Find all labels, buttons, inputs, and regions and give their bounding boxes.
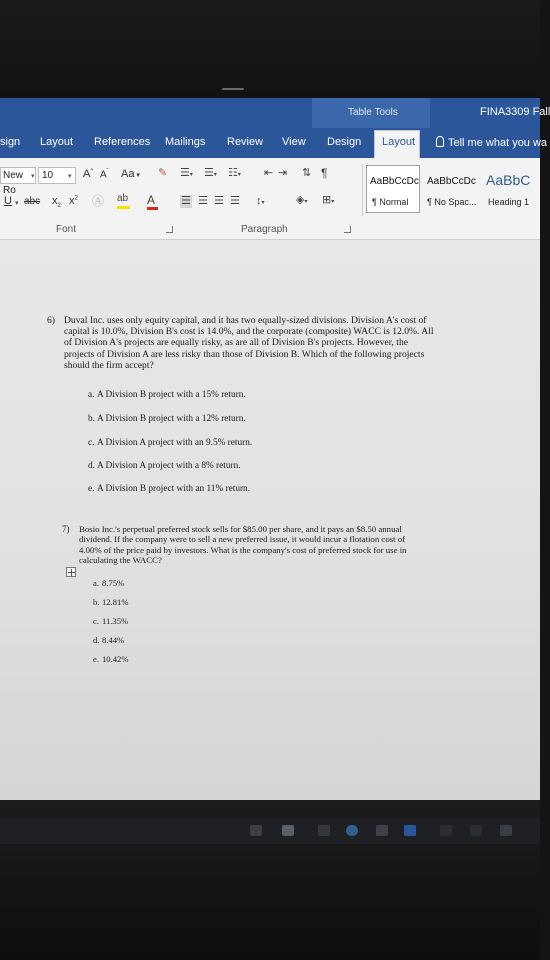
text-effects-icon[interactable]: Ⓐ [92,194,105,208]
option-text: 10.42% [102,654,129,664]
tab-layout[interactable]: Layout [40,136,74,148]
bullets-icon[interactable]: ☰▾ [180,167,193,179]
question-7-line: 4.00% of the price paid by investors. What is the company's cost of preferred stock for use in [79,544,407,555]
question-7-option-d [93,635,124,645]
title-bar [0,98,540,128]
taskbar-app-icon[interactable] [282,825,294,836]
subscript-label: x [52,195,58,207]
tab-mailings[interactable]: Mailings [165,136,206,148]
font-color-icon[interactable]: A [147,194,155,206]
style-normal-sample: AaBbCcDc [370,176,419,187]
question-7-option-b [93,597,129,607]
taskbar-word-icon[interactable] [404,825,416,836]
question-6-line: Duval Inc. uses only equity capital, and it has two equally-sized divisions. Division A's cost of [64,315,427,326]
font-name-box[interactable]: New Ro [0,167,36,184]
multilevel-list-icon[interactable]: ☷▾ [228,167,241,179]
numbering-icon[interactable]: ☰▾ [204,167,217,179]
tab-table-layout[interactable]: Layout [382,136,416,148]
tab-references[interactable]: References [94,136,151,148]
question-7-line: dividend. If the company were to sell a new preferred issue, it would incur a flotation cost of [79,534,406,545]
question-6-option-e [88,484,250,494]
option-letter: c. [93,616,99,626]
option-text: 11.35% [102,616,129,626]
strikethrough-button[interactable]: abc [24,196,41,207]
change-case-label: Aa [121,168,135,180]
question-6-line: of Division A's projects are equally risky, as are all of Division B's projects. However, the [64,337,409,349]
lightbulb-icon [436,136,444,147]
shrink-font-button[interactable]: $A^ˇ$ [100,169,109,181]
tell-me-text: Tell me what you wa [448,137,548,149]
line-spacing-icon[interactable]: ↕▾ [256,195,265,207]
question-6-option-a [88,390,246,400]
shading-icon[interactable]: ◈▾ [296,194,308,206]
tell-me-box[interactable] [436,136,547,149]
tab-review[interactable]: Review [227,136,264,148]
option-letter: a. [88,390,95,400]
question-6-option-c [88,438,252,448]
clear-formatting-icon[interactable]: ✎ [158,167,168,179]
underline-button[interactable]: U [4,195,12,207]
align-center-icon[interactable]: ☰ [198,195,208,207]
superscript-button[interactable]: $x^2$ [69,195,78,207]
taskbar-app-icon[interactable] [470,825,482,836]
option-letter: b. [88,414,95,424]
font-size-dropdown-icon[interactable]: ▾ [68,173,72,180]
taskbar-app-icon[interactable] [440,825,452,836]
question-7-option-a [93,578,124,588]
question-7-line: calculating the WACC? [79,555,162,566]
superscript-label: x [69,195,75,207]
table-tools-label: Table Tools [348,107,398,118]
sort-icon[interactable]: ⇅ [302,167,312,179]
decrease-indent-icon[interactable]: ⇤ [264,167,274,179]
justify-icon[interactable]: ☰ [230,195,240,207]
option-text: 8.75% [102,578,125,588]
question-6-text [64,315,504,371]
increase-indent-icon[interactable]: ⇥ [278,167,288,179]
font-group-label: Font [56,224,77,235]
paragraph-dialog-launcher-icon[interactable] [344,226,351,233]
font-size-box[interactable]: 10 [38,167,76,184]
question-6-line: should the firm accept? [64,359,154,371]
question-6-option-d [88,461,241,471]
taskbar-app-icon[interactable] [500,825,512,836]
text-highlight-icon[interactable]: ab [117,194,128,204]
question-6-option-b [88,414,246,424]
style-heading-1-name: Heading 1 [488,197,530,207]
monitor-bezel-top [0,0,540,98]
option-letter: e. [88,484,95,494]
option-text: A Division A project with an 9.5% return. [97,438,253,448]
shrink-font-label: A [100,169,107,181]
font-dialog-launcher-icon[interactable] [166,226,173,233]
question-7-number: 7) [62,524,70,534]
option-text: 8.44% [102,635,125,645]
style-heading-1-sample: AaBbC [486,172,531,188]
taskbar-app-icon[interactable] [346,825,358,836]
tab-design-doc[interactable]: sign [0,136,21,148]
document-title: FINA3309 Fall [480,106,550,118]
option-text: A Division B project with a 15% return. [97,390,246,400]
borders-icon[interactable]: ⊞▾ [322,194,335,206]
question-6-number: 6) [47,315,55,326]
question-6-line: capital is 10.0%, Division B's cost is 14.0%, and the corporate (composite) WACC is 12.0%. All [64,326,434,338]
question-7-text [79,524,499,566]
option-letter: e. [93,654,99,664]
style-normal-name: ¶ Normal [372,197,409,207]
change-case-button[interactable]: Aa ▾ [121,168,140,180]
option-text: A Division B project with an 11% return. [97,484,251,494]
question-7-option-c [93,616,128,626]
pilcrow-icon[interactable]: ¶ [321,166,328,180]
question-7-option-e [93,654,129,664]
ribbon-separator [362,164,363,216]
option-letter: d. [88,461,95,471]
option-letter: b. [93,597,100,607]
option-letter: d. [93,635,100,645]
table-move-handle-icon[interactable] [66,567,76,577]
align-right-icon[interactable]: ☰ [214,195,224,207]
tab-table-design[interactable]: Design [327,136,362,148]
option-text: 12.81% [102,597,129,607]
question-7-line: Bosio Inc.'s perpetual preferred stock sells for $85.00 per share, and it pays an $8.50 annual [79,524,402,534]
underline-dropdown-icon[interactable]: ▾ [15,200,19,207]
option-text: A Division B project with a 12% return. [97,414,246,424]
grow-font-button[interactable]: A^ [83,168,94,180]
style-no-spacing-sample: AaBbCcDc [427,176,476,187]
option-letter: c. [88,438,95,448]
grow-font-label: A [83,168,91,180]
bezel-glare [222,88,244,90]
taskbar [0,818,540,844]
font-name-dropdown-icon[interactable]: ▾ [31,173,35,180]
option-text: A Division A project with a 8% return. [97,461,241,471]
taskbar-app-icon[interactable] [318,825,330,836]
taskbar-app-icon[interactable] [376,825,388,836]
subscript-button[interactable]: $x_2$ [52,195,61,210]
style-no-spacing-name: ¶ No Spac... [427,197,477,207]
paragraph-group-label: Paragraph [241,224,288,235]
align-left-icon[interactable]: ☰ [181,195,191,207]
question-6-line: projects of Division A are less risky than those of Division B. Which of the following projects [64,348,425,360]
tab-view[interactable]: View [282,136,306,148]
taskbar-app-icon[interactable] [250,825,262,836]
option-letter: a. [93,578,99,588]
